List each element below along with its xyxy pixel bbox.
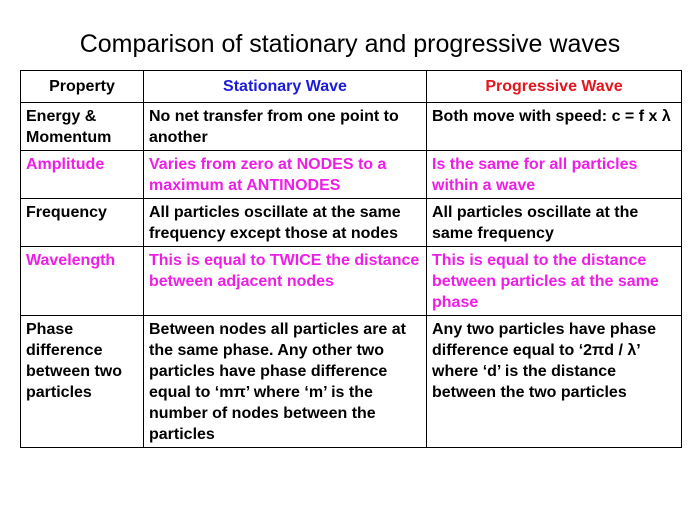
- table-row-wavelength: [21, 247, 682, 316]
- cell-progressive: Any two particles have phase difference equal to ‘2πd / λ’ where ‘d’ is the distance between the two particles: [427, 316, 682, 448]
- cell-progressive: Is the same for all particles within a wave: [427, 151, 682, 199]
- cell-property: Energy & Momentum: [21, 103, 144, 151]
- cell-stationary: This is equal to TWICE the distance between adjacent nodes: [144, 247, 427, 316]
- table-row-frequency: [21, 199, 682, 247]
- page-title: Comparison of stationary and progressive waves: [79, 30, 621, 58]
- cell-stationary: Varies from zero at NODES to a maximum at ANTINODES: [144, 151, 427, 199]
- cell-progressive: All particles oscillate at the same frequency: [427, 199, 682, 247]
- header-stationary-wave: Stationary Wave: [144, 71, 427, 103]
- cell-progressive: Both move with speed: c = f x λ: [427, 103, 682, 151]
- header-property: Property: [21, 71, 144, 103]
- cell-progressive: This is equal to the distance between particles at the same phase: [427, 247, 682, 316]
- cell-stationary: Between nodes all particles are at the same phase. Any other two particles have phase difference equal to ‘mπ’ where ‘m’ is the number of nodes between the particles: [144, 316, 427, 448]
- header-progressive-wave: Progressive Wave: [427, 71, 682, 103]
- cell-stationary: No net transfer from one point to another: [144, 103, 427, 151]
- cell-property: Wavelength: [21, 247, 144, 316]
- table-row-phase-difference: [21, 316, 682, 448]
- cell-property: Phase difference between two particles: [21, 316, 144, 448]
- table-header-row: [21, 71, 682, 103]
- table-row-energy-momentum: [21, 103, 682, 151]
- cell-stationary: All particles oscillate at the same frequency except those at nodes: [144, 199, 427, 247]
- table-row-amplitude: [21, 151, 682, 199]
- comparison-table: [20, 70, 682, 448]
- cell-property: Amplitude: [21, 151, 144, 199]
- cell-property: Frequency: [21, 199, 144, 247]
